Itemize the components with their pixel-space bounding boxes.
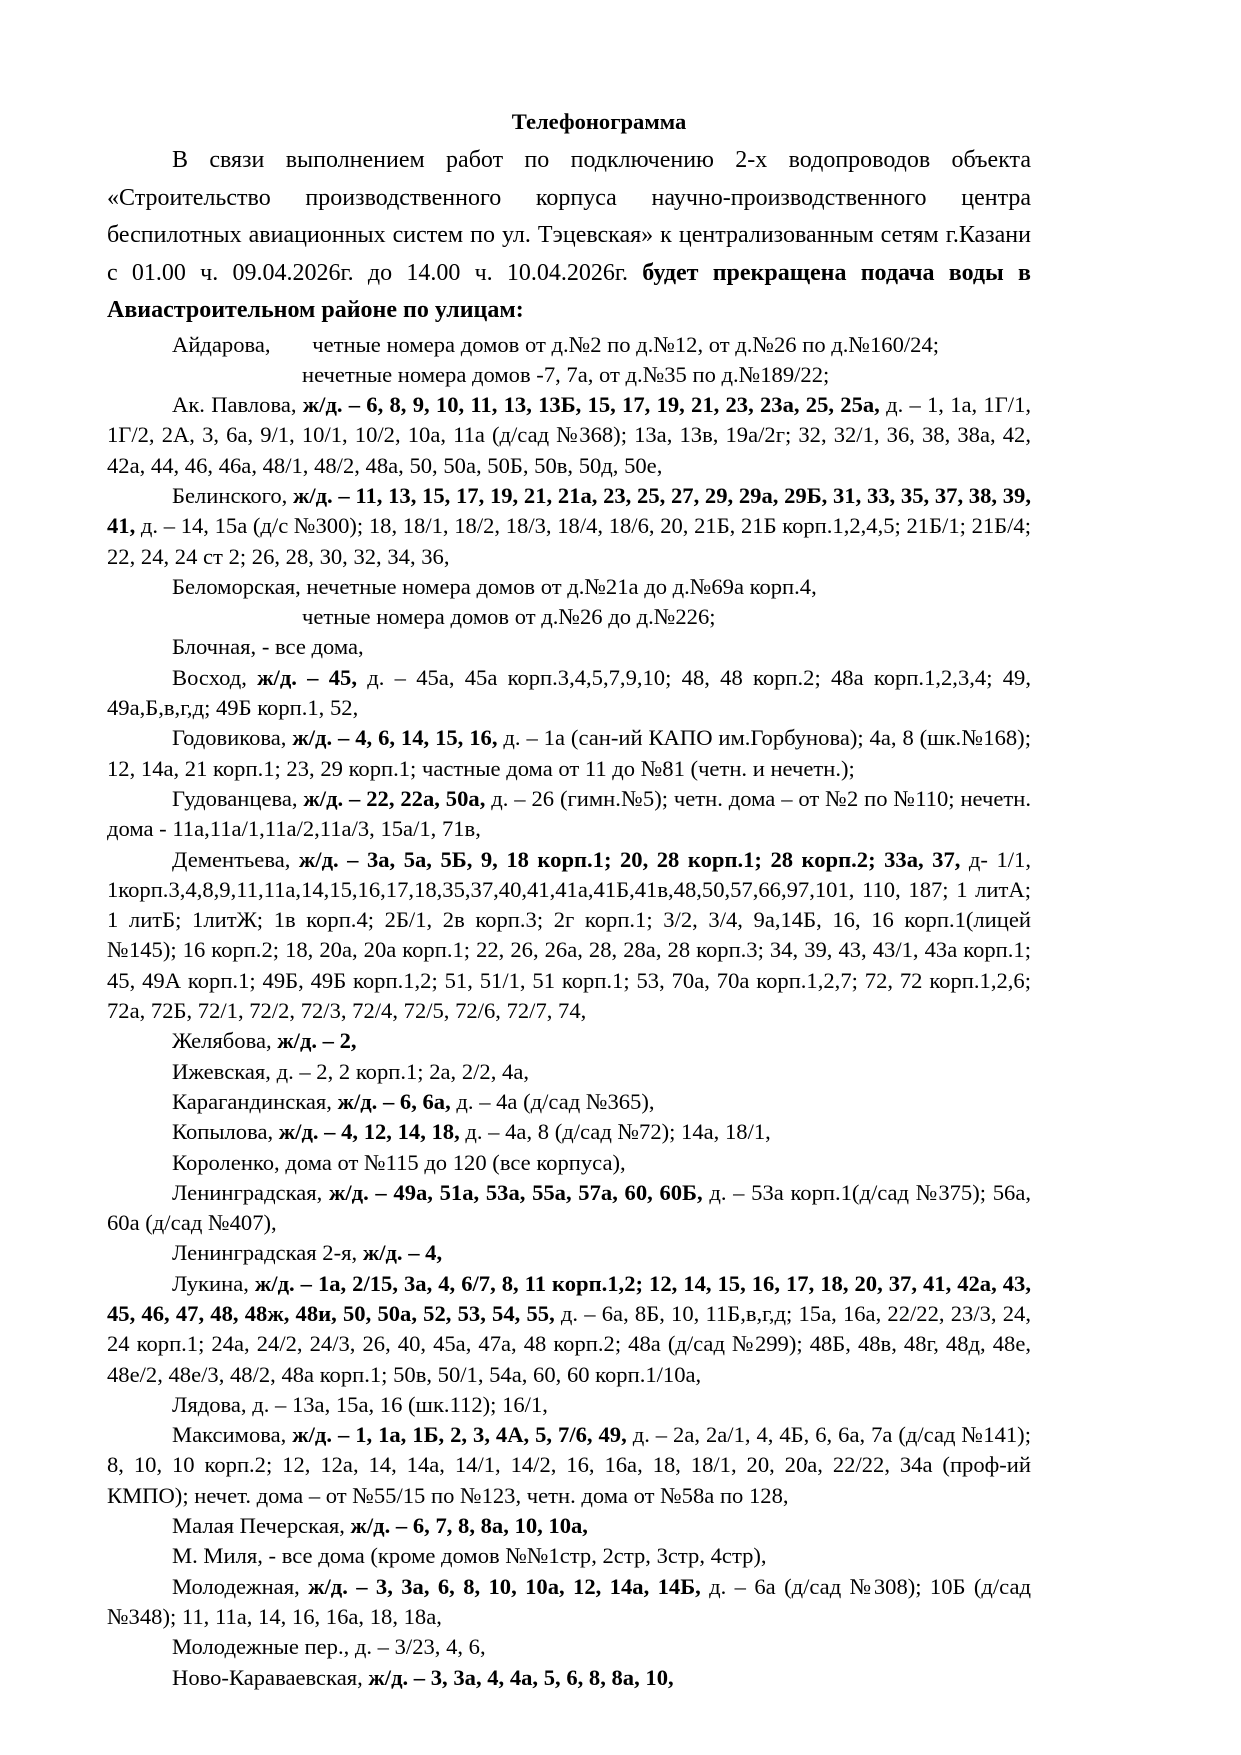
street-bold-segment: ж/д. – 6, 6а, <box>337 1088 451 1114</box>
street-segment: Лукина, <box>172 1270 255 1296</box>
street-list <box>107 330 1031 1693</box>
street-segment: Белинского, <box>172 482 293 508</box>
street-segment: Блочная, - все дома, <box>172 634 364 660</box>
street-entry <box>107 1117 1031 1147</box>
street-entry <box>107 1420 1031 1511</box>
street-segment: Малая Печерская, <box>172 1513 351 1539</box>
street-bold-segment: ж/д. – 3а, 5а, 5Б, 9, 18 корп.1; 20, 28 корп.1; 28 корп.2; 33а, 37, <box>298 846 961 872</box>
street-entry <box>107 723 1031 784</box>
street-entry <box>107 1057 1031 1087</box>
street-segment: Копылова, <box>172 1119 279 1145</box>
street-bold-segment: ж/д. – 1а, 2/15, 3а, 4, 6/7, 8, 11 корп.1,2; 12, 14, 15, 16, 17, 18, 20, 37, 41, 42а, 43, 45, 46, 47, 48, 48ж, 48и, 50, 50а, 52, 53, 54, 55, <box>107 1270 1031 1326</box>
street-segment: д. – 4а, 8 (д/сад №72); 14а, 18/1, <box>459 1119 771 1145</box>
street-segment: Ново-Караваевская, <box>172 1664 369 1690</box>
street-segment: Короленко, дома от №115 до 120 (все корпуса), <box>172 1149 626 1175</box>
street-bold-segment: ж/д. – 4, 12, 14, 18, <box>278 1119 460 1145</box>
street-entry <box>107 1572 1031 1633</box>
street-bold-segment: ж/д. – 22, 22а, 50а, <box>303 785 486 811</box>
street-segment: д- 1/1, 1корп.3,4,8,9,11,11а,14,15,16,17,18,35,37,40,41,41а,41Б,41в,48,50,57,66,97,101, 110, 187; 1 литА; 1 литБ; 1литЖ; 1в корп.4; 2Б/1, 2в корп.3; 2г корп.1; 3/2, 3/4, 9а,14Б, 16, 16 корп.1(лицей №145); 16 корп.2; 18, 20а, 20а корп.1; 22, 26, 26а, 28, 28а, 28 корп.3; 34, 39, 43, 43/1, 43а корп.1; 45, 49А корп.1; 49Б, 49Б корп.1,2; 51, 51/1, 51 корп.1; 53, 70а, 70а корп.1,2,7; 72, 72 корп.1,2,6; 72а, 72Б, 72/1, 72/2, 72/3, 72/4, 72/5, 72/6, 72/7, 74, <box>107 846 1031 1024</box>
street-bold-segment: ж/д. – 3, 3а, 6, 8, 10, 10а, 12, 14а, 14Б, <box>308 1573 701 1599</box>
street-entry <box>107 1663 1031 1693</box>
street-segment: д. – 6а (д/сад №308); 10Б (д/сад №348); 11, 11а, 14, 16, 16а, 18, 18а, <box>107 1573 1031 1629</box>
street-entry <box>107 1269 1031 1390</box>
intro-bold-text: будет прекращена подача воды в Авиастроительном районе по улицам: <box>107 259 1032 323</box>
street-bold-segment: ж/д. – 49а, 51а, 53а, 55а, 57а, 60, 60Б, <box>328 1179 703 1205</box>
street-entry <box>107 1390 1031 1420</box>
street-segment: М. Миля, - все дома (кроме домов №№1стр, 2стр, 3стр, 4стр), <box>172 1543 767 1569</box>
street-segment: Молодежные пер., д. – 3/23, 4, 6, <box>172 1634 486 1660</box>
street-segment: Ленинградская 2-я, <box>172 1240 363 1266</box>
street-bold-segment: ж/д. – 2, <box>277 1028 357 1054</box>
street-entry <box>107 784 1031 845</box>
street-bold-segment: ж/д. – 11, 13, 15, 17, 19, 21, 21а, 23, 25, 27, 29, 29а, 29Б, 31, 33, 35, 37, 38, 39, 41, <box>107 482 1031 539</box>
street-segment: д. – 14, 15а (д/с №300); 18, 18/1, 18/2, 18/3, 18/4, 18/6, 20, 21Б, 21Б корп.1,2,4,5; 21Б/1; 21Б/4; 22, 24, 24 ст 2; 26, 28, 30, 32, 34, 36, <box>107 513 1031 569</box>
street-segment: Лядова, д. – 13а, 15а, 16 (шк.112); 16/1, <box>172 1391 548 1417</box>
street-entry <box>107 1632 1031 1662</box>
street-segment: д. – 53а корп.1(д/сад №375); 56а, 60а (д/сад №407), <box>107 1179 1031 1236</box>
street-segment: Молодежная, <box>172 1573 309 1599</box>
street-entry <box>107 845 1031 1027</box>
street-segment: Ак. Павлова, <box>172 392 303 418</box>
street-segment: д. – 45а, 45а корп.3,4,5,7,9,10; 48, 48 корп.2; 48а корп.1,2,3,4; 49, 49а,Б,в,г,д; 49Б корп.1, 52, <box>107 664 1031 721</box>
document-page <box>107 104 1031 1693</box>
street-segment: д. – 2а, 2а/1, 4, 4Б, 6, 6а, 7а (д/сад №141); 8, 10, 10 корп.2; 12, 12а, 14, 14а, 14/1, 14/2, 16, 16а, 18, 18/1, 20, 20а, 22/22, 34а (проф-ий КМПО); нечет. дома – от №55/15 по №123, четн. дома от №58а по 128, <box>107 1422 1031 1508</box>
street-segment: Беломорская, нечетные номера домов от д.№21а до д.№69а корп.4, <box>172 573 817 599</box>
street-segment: д. – 1а (сан-ий КАПО им.Горбунова); 4а, 8 (шк.№168); 12, 14а, 21 корп.1; 23, 29 корп.1; частные дома от 11 до №81 (четн. и нечетн.); <box>107 725 1031 781</box>
street-entry <box>107 1541 1031 1571</box>
street-subline: нечетные номера домов -7, 7а, от д.№35 по д.№189/22; <box>302 361 830 387</box>
street-entry <box>107 1087 1031 1117</box>
street-segment: Желябова, <box>172 1028 278 1054</box>
street-entry <box>107 481 1031 572</box>
street-subline: четные номера домов от д.№26 до д.№226; <box>302 604 716 630</box>
intro-paragraph <box>107 142 1031 330</box>
street-entry <box>107 1511 1031 1541</box>
street-segment: Карагандинская, <box>172 1088 338 1114</box>
document-title: Телефонограмма <box>511 109 687 134</box>
street-bold-segment: ж/д. – 6, 8, 9, 10, 11, 13, 13Б, 15, 17, 19, 21, 23, 23а, 25, 25а, <box>302 392 880 418</box>
street-segment: д. – 26 (гимн.№5); четн. дома – от №2 по №110; нечетн. дома - 11а,11а/1,11а/2,11а/3, 15а/1, 71в, <box>107 785 1031 842</box>
street-segment: д. – 4а (д/сад №365), <box>450 1088 655 1114</box>
street-segment: Ижевская, д. – 2, 2 корп.1; 2а, 2/2, 4а, <box>172 1058 529 1084</box>
street-entry <box>107 1178 1031 1239</box>
street-segment: Восход, <box>172 664 258 690</box>
street-segment: Максимова, <box>172 1422 293 1448</box>
street-entry <box>107 632 1031 662</box>
street-entry <box>107 572 1031 602</box>
street-entry <box>107 330 1031 360</box>
intro-text: В связи выполнением работ по подключению 2-х водопроводов объекта «Строительство производственного корпуса научно-производственного центра беспилотных авиационных систем по ул. Тэцевская» к централизованным сетям г.Казани с 01.00 ч. 09.04.2026г. до 14.00 ч. 10.04.2026г. <box>107 147 1031 286</box>
street-segment: д. – 6а, 8Б, 10, 11Б,в,г,д; 15а, 16а, 22/22, 23/3, 24, 24 корп.1; 24а, 24/2, 24/3, 26, 40, 45а, 47а, 48 корп.2; 48а (д/сад №299); 48Б, 48в, 48г, 48д, 48е, 48е/2, 48е/3, 48/2, 48а корп.1; 50в, 50/1, 54а, 60, 60 корп.1/10а, <box>107 1301 1031 1387</box>
street-segment: Айдарова, <box>172 331 277 357</box>
street-segment: Дементьева, <box>172 846 299 872</box>
street-bold-segment: ж/д. – 3, 3а, 4, 4а, 5, 6, 8, 8а, 10, <box>368 1664 674 1690</box>
street-bold-segment: ж/д. – 4, <box>362 1240 443 1266</box>
street-segment: Годовикова, <box>172 725 293 751</box>
street-segment: д. – 1, 1а, 1Г/1, 1Г/2, 2А, 3, 6а, 9/1, 10/1, 10/2, 10а, 11а (д/сад №368); 13а, 13в, 19а/2г; 32, 32/1, 36, 38, 38а, 42, 42а, 44, 46, 46а, 48/1, 48/2, 48а, 50, 50а, 50Б, 50в, 50д, 50е, <box>107 392 1032 478</box>
street-entry <box>107 1148 1031 1178</box>
street-bold-segment: ж/д. – 4, 6, 14, 15, 16, <box>292 725 498 751</box>
street-segment: Ленинградская, <box>172 1179 329 1205</box>
street-entry <box>107 663 1031 724</box>
street-entry <box>107 1026 1031 1056</box>
street-bold-segment: ж/д. – 1, 1а, 1Б, 2, 3, 4А, 5, 7/6, 49, <box>292 1422 627 1448</box>
street-bold-segment: ж/д. – 6, 7, 8, 8а, 10, 10а, <box>350 1513 588 1539</box>
street-bold-segment: ж/д. – 45, <box>257 664 357 690</box>
street-entry <box>107 390 1031 481</box>
street-entry <box>107 1238 1031 1268</box>
street-segment: четные номера домов от д.№2 по д.№12, от д.№26 по д.№160/24; <box>312 331 940 357</box>
street-segment: Гудованцева, <box>172 785 304 811</box>
